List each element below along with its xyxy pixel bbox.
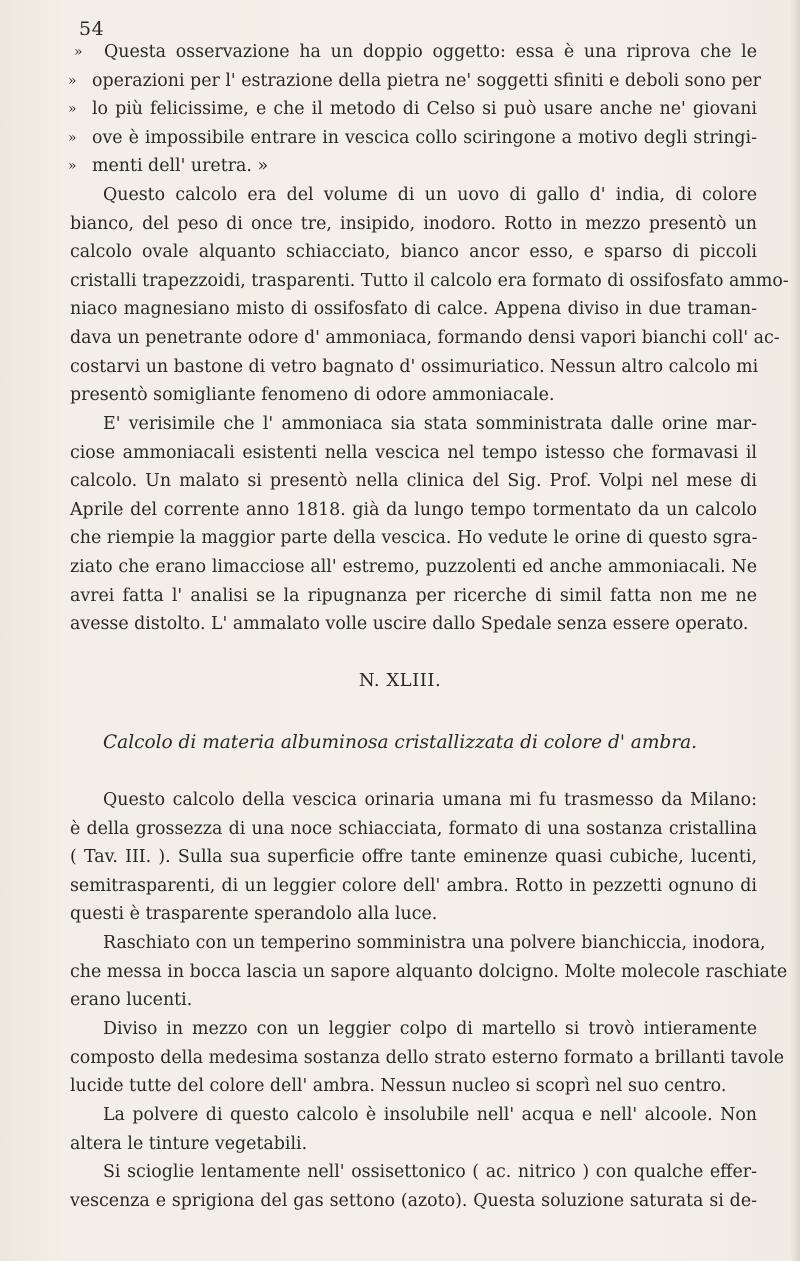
text-line: che riempie la maggior parte della vescica. Ho vedute le orine di questo sgra-	[70, 528, 758, 549]
quote-line: » Questa osservazione ha un doppio oggetto: essa è una riprova che le	[70, 38, 757, 67]
paragraph	[70, 181, 789, 410]
text-line: La polvere di questo calcolo è insolubile nell' acqua e nell' alcoole. Non	[103, 1105, 757, 1125]
page-number: 54	[79, 18, 105, 40]
quote-mark: »	[68, 158, 77, 175]
text-line: presentò somigliante fenomeno di odore ammoniacale.	[70, 385, 555, 406]
quote-mark: »	[68, 72, 77, 89]
quote-line: » ove è impossibile entrare in vescica collo sciringone a motivo degli stringi-	[70, 124, 757, 153]
text-line: ciose ammoniacali esistenti nella vescica nel tempo istesso che formavasi il	[70, 442, 757, 463]
text-line: costarvi un bastone di vetro bagnato d' ossimuriatico. Nessun altro calcolo mi	[70, 356, 759, 377]
paragraph	[70, 410, 757, 639]
text-line: vescenza e sprigiona del gas settono (azoto). Questa soluzione saturata si de-	[70, 1190, 757, 1211]
text-line: niaco magnesiano misto di ossifosfato di calce. Appena diviso in due traman-	[70, 299, 757, 320]
quote-mark: »	[68, 129, 77, 146]
text-line: ( Tav. III. ). Sulla sua superficie offre tante eminenze quasi cubiche, lucenti,	[70, 847, 757, 868]
text-line: ziato che erano limacciose all' estremo, puzzolenti ed anche ammoniacali. Ne	[70, 556, 757, 577]
text-line: avesse distolto. L' ammalato volle uscire dallo Spedale senza essere operato.	[70, 614, 749, 635]
quote-line: » menti dell' uretra. »	[70, 152, 757, 181]
paragraph	[70, 786, 757, 929]
text-line: Si scioglie lentamente nell' ossisettonico ( ac. nitrico ) con qualche effer-	[103, 1162, 757, 1182]
text-line: semitrasparenti, di un leggier colore dell' ambra. Rotto in pezzetti ognuno di	[70, 875, 757, 896]
text-line: dava un penetrante odore d' ammoniaca, formando densi vapori bianchi coll' ac-	[70, 327, 780, 348]
paragraph	[70, 929, 788, 1015]
text-line: Questo calcolo era del volume di un uovo di gallo d' india, di colore	[103, 185, 757, 205]
paragraph	[70, 1015, 785, 1101]
quote-block	[68, 38, 761, 181]
quote-line: » lo più felicissime, e che il metodo di Celso si può usare anche ne' giovani	[70, 95, 757, 124]
page-edge-shadow	[790, 0, 800, 1261]
section-title: Calcolo di materia albuminosa cristallizzata di colore d' ambra.	[103, 732, 697, 753]
text-line: calcolo. Un malato si presentò nella clinica del Sig. Prof. Volpi nel mese di	[70, 471, 757, 492]
text-line: calcolo ovale alquanto schiacciato, bianco ancor esso, e sparso di piccoli	[70, 242, 757, 263]
text-line: è della grossezza di una noce schiacciata, formato di una sostanza cristallina	[70, 818, 757, 839]
text-line: avrei fatta l' analisi se la ripugnanza per ricerche di simil fatta non me ne	[70, 585, 757, 606]
text-line: che messa in bocca lascia un sapore alquanto dolcigno. Molte molecole raschiate	[70, 961, 788, 982]
paragraph	[70, 1158, 757, 1215]
section-number: N. XLIII.	[358, 670, 442, 691]
quote-mark: »	[74, 44, 83, 60]
paragraph	[70, 1101, 757, 1158]
text-line: E' verisimile che l' ammoniaca sia stata somministrata dalle orine mar-	[103, 414, 757, 434]
text-line: Questo calcolo della vescica orinaria umana mi fu trasmesso da Milano:	[103, 790, 757, 810]
text-line: cristalli trapezzoidi, trasparenti. Tutto il calcolo era formato di ossifosfato ammo-	[70, 270, 789, 291]
text-line: Raschiato con un temperino somministra una polvere bianchiccia, inodora,	[103, 933, 766, 953]
quote-mark: »	[68, 101, 77, 118]
text-line: erano lucenti.	[70, 990, 193, 1011]
text-line: Aprile del corrente anno 1818. già da lungo tempo tormentato da un calcolo	[70, 499, 757, 520]
text-line: questi è trasparente sperandolo alla luce.	[70, 904, 438, 925]
quote-line: » operazioni per l' estrazione della pietra ne' soggetti sfiniti e deboli sono per	[70, 67, 757, 96]
text-line: bianco, del peso di once tre, insipido, inodoro. Rotto in mezzo presentò un	[70, 213, 757, 234]
text-line: composto della medesima sostanza dello strato esterno formato a brillanti tavole	[70, 1047, 785, 1068]
text-line: altera le tinture vegetabili.	[70, 1133, 308, 1154]
text-line: Diviso in mezzo con un leggier colpo di martello si trovò intieramente	[103, 1019, 757, 1039]
text-line: lucide tutte del colore dell' ambra. Nessun nucleo si scoprì nel suo centro.	[70, 1076, 727, 1097]
